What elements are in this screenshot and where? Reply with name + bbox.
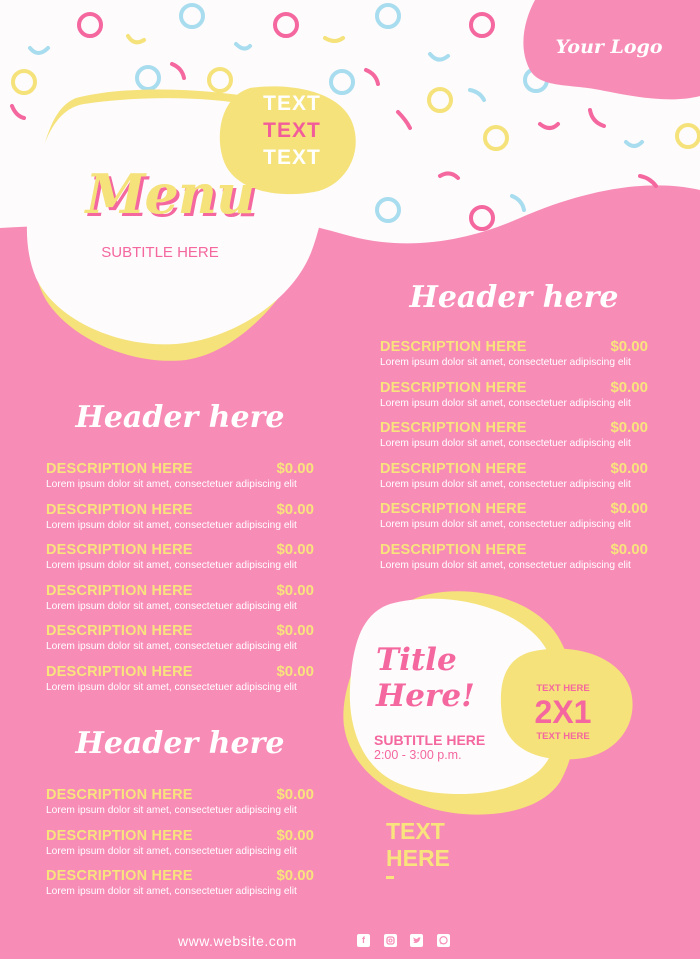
item-name: DESCRIPTION HERE xyxy=(380,501,527,518)
item-description: Lorem ipsum dolor sit amet, consectetuer adipiscing elit xyxy=(46,886,297,898)
menu-item xyxy=(380,419,648,460)
menu-item xyxy=(380,541,648,582)
item-name: DESCRIPTION HERE xyxy=(46,542,193,559)
whatsapp-icon[interactable] xyxy=(437,934,450,947)
menu-item xyxy=(46,460,314,501)
promo-title-line-2: Here! xyxy=(376,678,475,714)
offer-main-text: 2X1 xyxy=(534,694,592,730)
item-price: $0.00 xyxy=(610,500,648,518)
item-name: DESCRIPTION HERE xyxy=(46,663,193,680)
menu-item xyxy=(46,582,314,623)
item-description: Lorem ipsum dolor sit amet, consectetuer adipiscing elit xyxy=(380,478,631,490)
item-name: DESCRIPTION HERE xyxy=(46,623,193,640)
item-name: DESCRIPTION HERE xyxy=(46,461,193,477)
item-name: DESCRIPTION HERE xyxy=(380,420,527,437)
facebook-icon[interactable]: f xyxy=(357,934,370,947)
menu-title: Menu xyxy=(85,162,255,226)
item-name: DESCRIPTION HERE xyxy=(380,339,527,355)
item-price: $0.00 xyxy=(610,419,648,437)
offer-bottom-text: TEXT HERE xyxy=(536,731,590,742)
twitter-icon[interactable] xyxy=(410,934,423,947)
menu-list-left-1 xyxy=(46,460,314,704)
item-description: Lorem ipsum dolor sit amet, consectetuer adipiscing elit xyxy=(46,560,297,572)
item-description: Lorem ipsum dolor sit amet, consectetuer adipiscing elit xyxy=(46,845,297,857)
promo-time: 2:00 - 3:00 p.m. xyxy=(374,748,462,762)
item-description: Lorem ipsum dolor sit amet, consectetuer adipiscing elit xyxy=(380,559,631,571)
badge-text-3: TEXT xyxy=(263,146,321,169)
logo-text: Your Logo xyxy=(555,36,663,58)
item-description: Lorem ipsum dolor sit amet, consectetuer adipiscing elit xyxy=(46,641,297,653)
section-header-right: Header here xyxy=(409,280,619,315)
item-name: DESCRIPTION HERE xyxy=(46,787,193,803)
item-description: Lorem ipsum dolor sit amet, consectetuer adipiscing elit xyxy=(380,438,631,450)
item-price: $0.00 xyxy=(276,826,314,844)
item-description: Lorem ipsum dolor sit amet, consectetuer adipiscing elit xyxy=(380,357,631,368)
item-name: DESCRIPTION HERE xyxy=(380,460,527,477)
item-price: $0.00 xyxy=(276,581,314,599)
menu-item xyxy=(46,867,314,908)
item-price: $0.00 xyxy=(276,541,314,559)
badge-text-2: TEXT xyxy=(263,119,321,142)
item-description: Lorem ipsum dolor sit amet, consectetuer adipiscing elit xyxy=(380,397,631,409)
item-price: $0.00 xyxy=(276,460,314,477)
side-text xyxy=(386,818,450,872)
item-price: $0.00 xyxy=(610,378,648,396)
side-dash xyxy=(386,876,394,879)
side-text-line-2: HERE xyxy=(386,845,450,871)
section-header-left-1: Header here xyxy=(75,400,285,435)
side-text-line-1: TEXT xyxy=(386,818,445,844)
menu-item xyxy=(46,501,314,542)
menu-item xyxy=(380,379,648,420)
menu-item xyxy=(380,460,648,501)
promo-subtitle: SUBTITLE HERE xyxy=(374,732,486,748)
menu-item xyxy=(380,500,648,541)
item-name: DESCRIPTION HERE xyxy=(46,827,193,844)
instagram-icon[interactable] xyxy=(384,934,397,947)
item-price: $0.00 xyxy=(276,867,314,885)
item-price: $0.00 xyxy=(276,622,314,640)
item-name: DESCRIPTION HERE xyxy=(46,868,193,885)
menu-item xyxy=(46,622,314,663)
item-description: Lorem ipsum dolor sit amet, consectetuer adipiscing elit xyxy=(380,519,631,531)
item-price: $0.00 xyxy=(276,786,314,803)
item-description: Lorem ipsum dolor sit amet, consectetuer adipiscing elit xyxy=(46,519,297,531)
section-header-left-2: Header here xyxy=(75,726,285,761)
item-price: $0.00 xyxy=(610,338,648,355)
item-description: Lorem ipsum dolor sit amet, consectetuer adipiscing elit xyxy=(46,600,297,612)
item-price: $0.00 xyxy=(610,459,648,477)
menu-item xyxy=(46,786,314,827)
menu-item xyxy=(46,827,314,868)
item-name: DESCRIPTION HERE xyxy=(46,582,193,599)
item-description: Lorem ipsum dolor sit amet, consectetuer adipiscing elit xyxy=(46,479,297,490)
item-description: Lorem ipsum dolor sit amet, consectetuer adipiscing elit xyxy=(46,805,297,816)
offer-top-text: TEXT HERE xyxy=(536,683,590,694)
menu-item xyxy=(46,541,314,582)
item-price: $0.00 xyxy=(610,540,648,558)
item-description: Lorem ipsum dolor sit amet, consectetuer adipiscing elit xyxy=(46,681,297,693)
item-name: DESCRIPTION HERE xyxy=(380,541,527,558)
menu-item xyxy=(380,338,648,379)
menu-subtitle: SUBTITLE HERE xyxy=(101,244,219,261)
menu-list-right xyxy=(380,338,648,582)
menu-item xyxy=(46,663,314,704)
item-price: $0.00 xyxy=(276,662,314,680)
item-name: DESCRIPTION HERE xyxy=(380,379,527,396)
item-name: DESCRIPTION HERE xyxy=(46,501,193,518)
website-link[interactable]: www.website.com xyxy=(178,933,297,949)
promo-title xyxy=(376,642,496,714)
item-price: $0.00 xyxy=(276,500,314,518)
menu-list-left-2 xyxy=(46,786,314,908)
promo-title-line-1: Title xyxy=(376,642,457,678)
badge-text-1: TEXT xyxy=(263,92,321,115)
